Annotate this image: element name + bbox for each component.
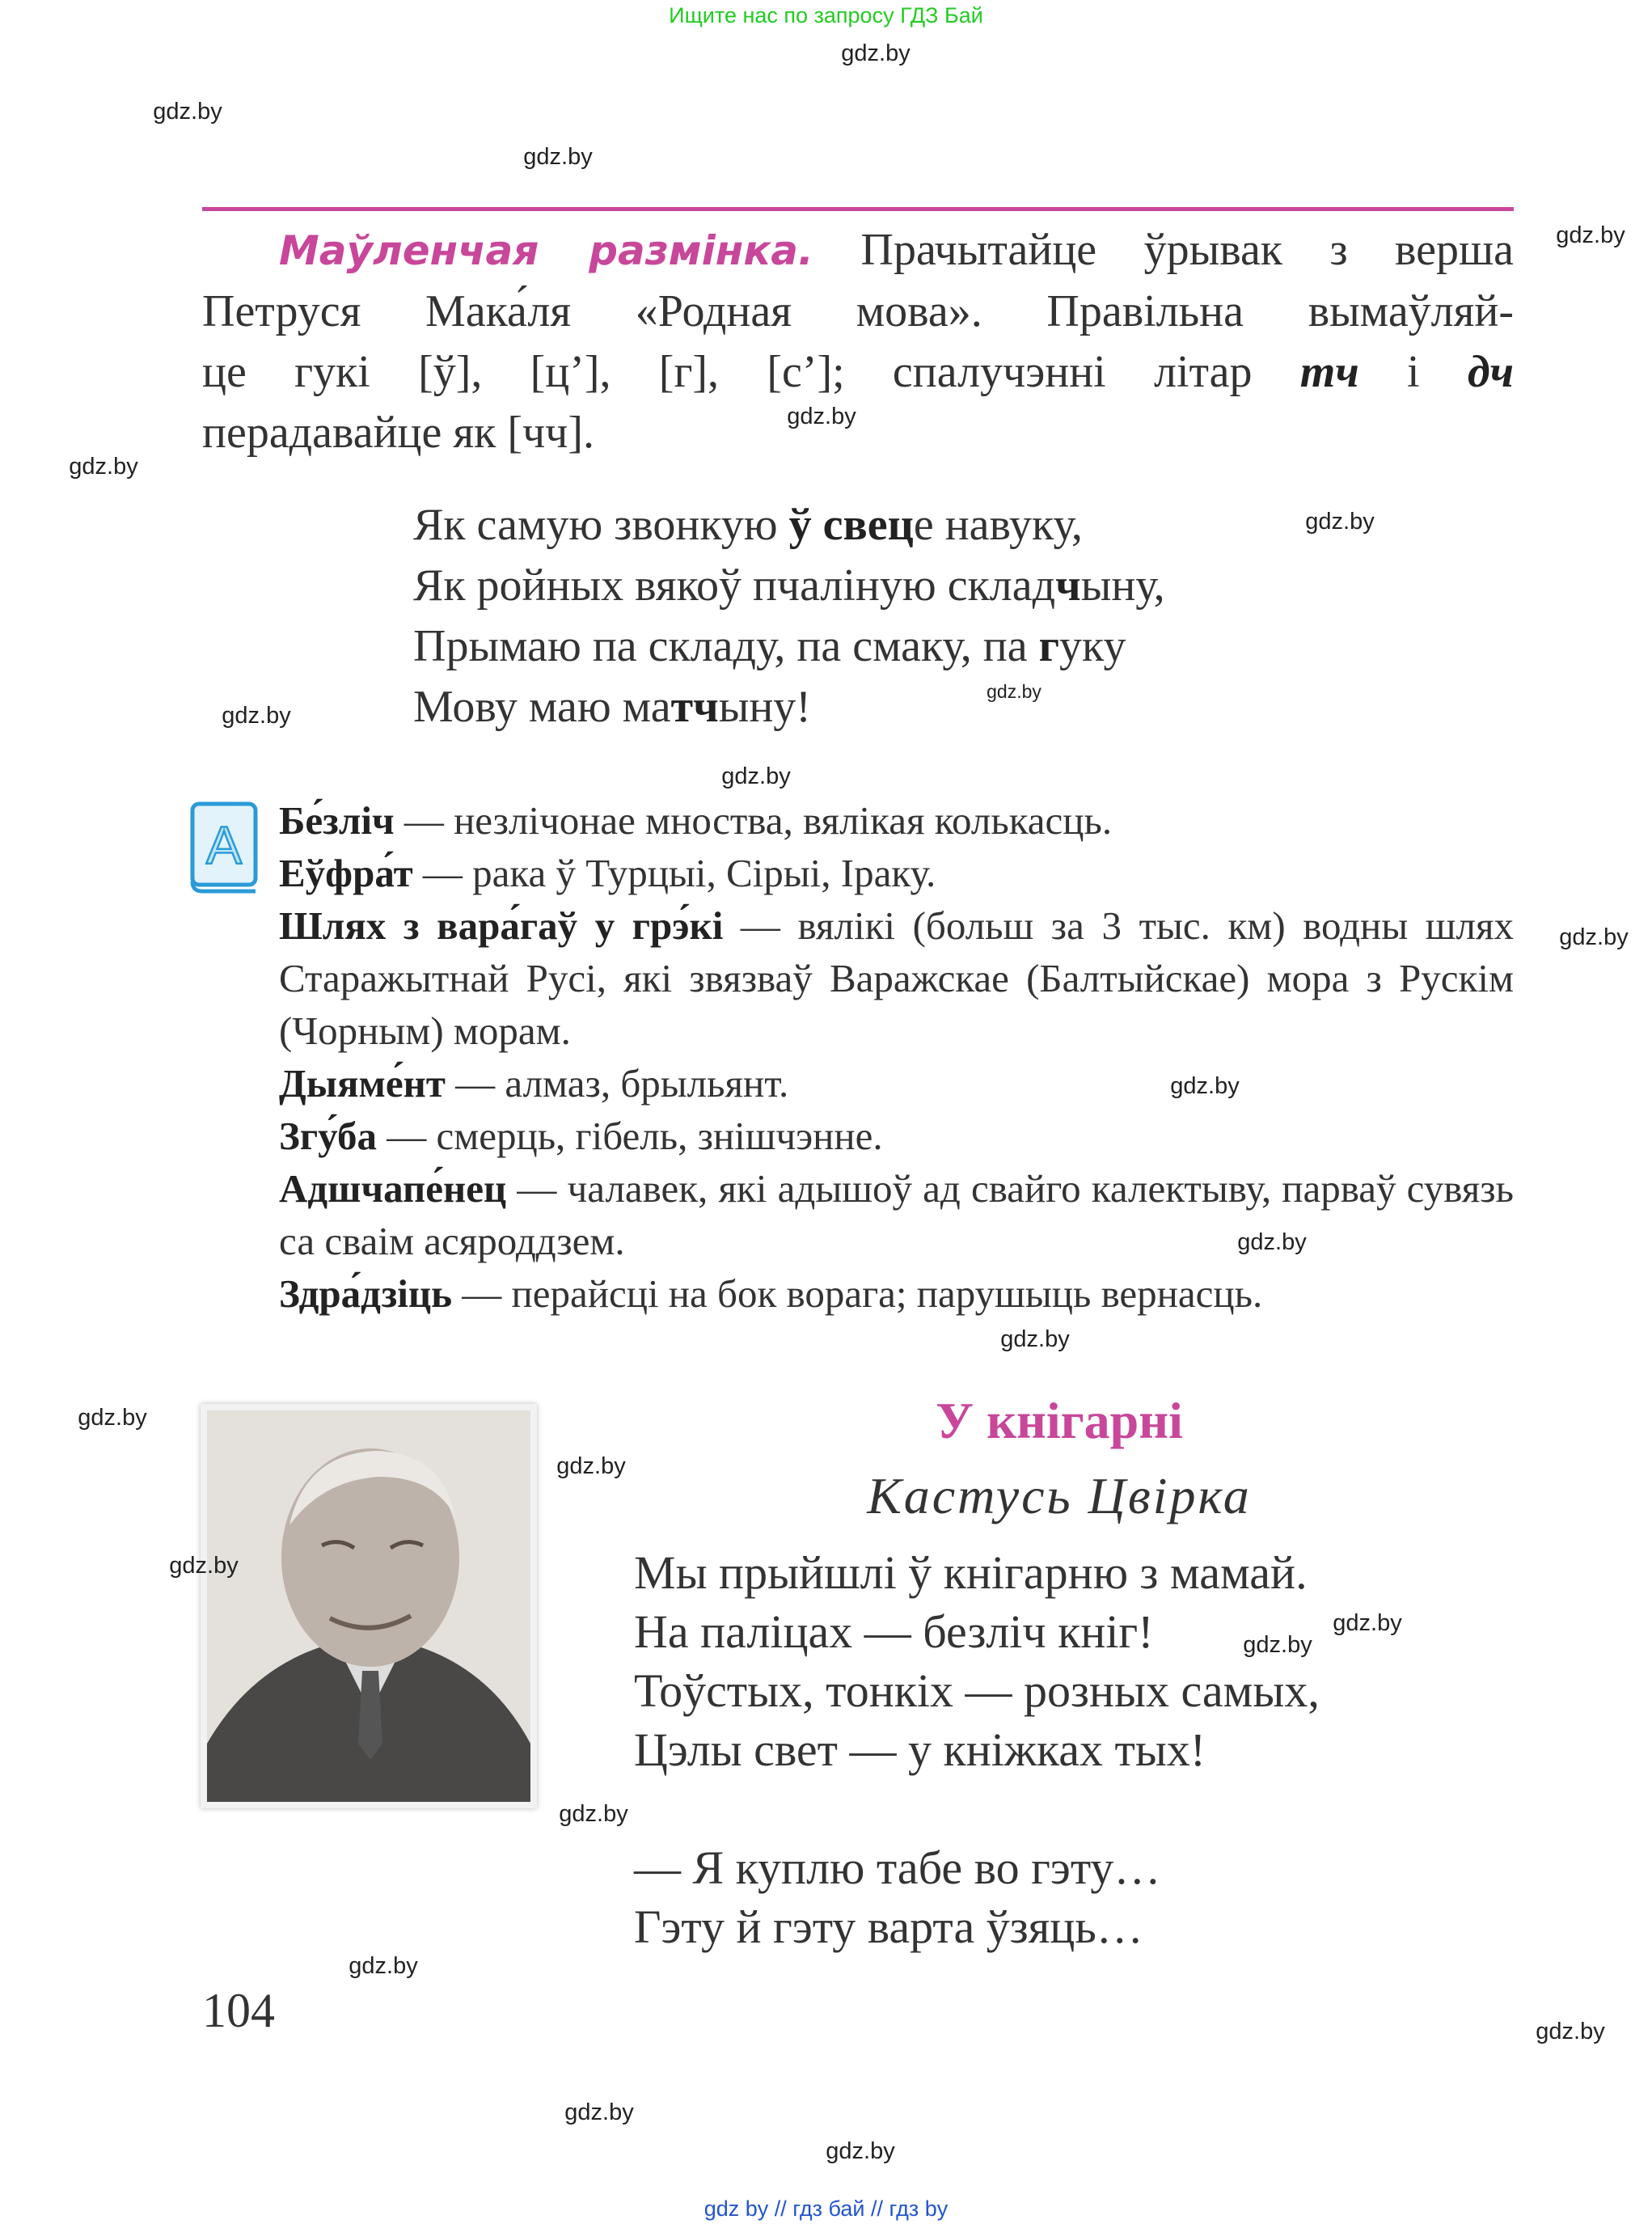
watermark: gdz.by [222,703,291,729]
exercise-line [202,342,1514,403]
text: і [1358,347,1468,397]
text: перадавайце як [чч]. [202,408,594,458]
text: Прымаю па складу, па смаку, па [413,621,1039,671]
search-hint: Ищите нас по запросу ГДЗ Бай [669,3,983,27]
poem-line: — Я куплю табе во гэту… [634,1841,1161,1894]
watermark: gdz.by [169,1553,239,1579]
watermark: gdz.by [153,99,222,125]
glossary-entry [279,1057,1514,1110]
text [812,500,823,550]
poem-line: Цэлы свет — у кніжках тых! [634,1723,1206,1776]
watermark: gdz.by [1556,222,1625,248]
footer-links[interactable]: gdz by // гдз бай // гдз by [703,2197,949,2221]
glossary-term: Еўфра́т [279,851,413,895]
story-title: У кнігарні [936,1392,1183,1449]
page-number: 104 [202,1984,275,2037]
watermark: gdz.by [1243,1632,1312,1658]
glossary-definition: — перайсці на бок ворага; парушыць вернасць. [452,1271,1263,1316]
glossary-entry [279,847,1514,899]
poem-line [413,495,1165,556]
poem-line [413,677,1165,738]
watermark: gdz.by [721,763,791,789]
poem-line: На паліцах — безліч кніг! [634,1605,1154,1658]
glossary [279,794,1514,1320]
exercise-line [202,220,1514,281]
glossary-term: Дыяме́нт [279,1061,446,1106]
watermark: gdz.by [564,2099,634,2125]
bold-letters: свец [822,500,914,550]
glossary-term: Згу́ба [279,1114,377,1158]
watermark: gdz.by [69,454,138,480]
text: е навуку, [913,500,1083,550]
watermark: gdz.by [559,1801,628,1827]
exercise-heading: Маўленчая размінка. [279,227,814,274]
exercise-instructions [202,220,1514,463]
author-portrait [201,1404,537,1808]
bold-letters: ў [788,500,812,550]
text: це гукі [ў], [ц’], [г], [с’]; спалучэнні літар [202,347,1300,397]
glossary-term: Адшчапе́нец [279,1166,507,1211]
stanza-gap [634,1779,1320,1838]
watermark: gdz.by [1536,2019,1605,2044]
text: ыну, [1080,560,1165,611]
text: Петруся Мака́ля «Родная мова». Правільна вымаўляй- [202,286,1514,336]
glossary-definition: — алмаз, брыльянт. [445,1061,789,1106]
poem-line [413,556,1165,616]
glossary-term: Здра́дзіць [279,1271,453,1316]
poem-line: Тоўстых, тонкіх — розных самых, [634,1664,1320,1717]
text: Мову маю ма [413,682,671,732]
glossary-entry [279,1110,1514,1162]
bold-letters: тч [670,682,719,732]
glossary-definition: — незлічонае мноства, вялікая колькасць. [394,798,1113,843]
svg-text:A: A [205,815,243,875]
poem-line: Мы прыйшлі ў кнігарню з мамай. [634,1546,1308,1599]
watermark: gdz.by [987,681,1041,702]
text: уку [1059,621,1126,671]
text: Прачытайце ўрывак з верша [860,225,1515,275]
poem-excerpt [413,495,1165,738]
exercise-line [202,281,1514,342]
glossary-term: Шлях з вара́гаў у грэ́кі [279,903,724,948]
watermark: gdz.by [523,144,593,170]
text: ыну! [718,682,811,732]
glossary-definition: — чалавек, які адышоў ад свайго калектыву, парваў сувязь са сваім асяроддзем. [279,1166,1514,1263]
watermark: gdz.by [556,1453,626,1479]
dictionary-book-icon [188,801,259,894]
story-author: Кастусь Цвірка [867,1467,1252,1524]
bold-letters: г [1038,621,1060,671]
watermark: gdz.by [787,404,856,429]
glossary-definition: — смерць, гібель, знішчэнне. [376,1114,883,1158]
watermark: gdz.by [1559,924,1629,950]
text: Як самую звонкую [413,500,789,550]
section-divider [202,207,1514,211]
watermark: gdz.by [1333,1610,1402,1636]
poem-line: Гэту й гэту варта ўзяць… [634,1901,1143,1953]
letters-tch: тч [1299,347,1359,397]
letters-dch: дч [1467,347,1514,397]
watermark: gdz.by [1000,1326,1070,1352]
glossary-definition: — вялікі (больш за 3 тыс. км) водны шлях Старажытнай Русі, які звязваў Варажскае (Балтыйскае) мора з Рускім (Чорным) морам. [279,903,1514,1053]
watermark: gdz.by [1305,509,1375,535]
watermark: gdz.by [841,40,911,66]
text: Як ройных вякоў пчаліную склад [413,560,1056,611]
glossary-entry [279,1267,1514,1320]
watermark: gdz.by [349,1953,418,1979]
watermark: gdz.by [1237,1229,1307,1255]
watermark: gdz.by [78,1405,147,1431]
glossary-term: Бе́зліч [279,798,395,843]
watermark: gdz.by [1170,1073,1240,1099]
glossary-definition: — рака ў Турцыі, Сірыі, Іраку. [412,851,936,895]
bold-letters: ч [1055,560,1081,611]
portrait-image [201,1404,537,1808]
glossary-entry [279,899,1514,1057]
story-poem [634,1543,1320,1956]
exercise-line [202,403,1514,463]
glossary-entry [279,794,1514,847]
poem-line [413,616,1165,677]
watermark: gdz.by [826,2138,895,2164]
glossary-entry [279,1162,1514,1267]
